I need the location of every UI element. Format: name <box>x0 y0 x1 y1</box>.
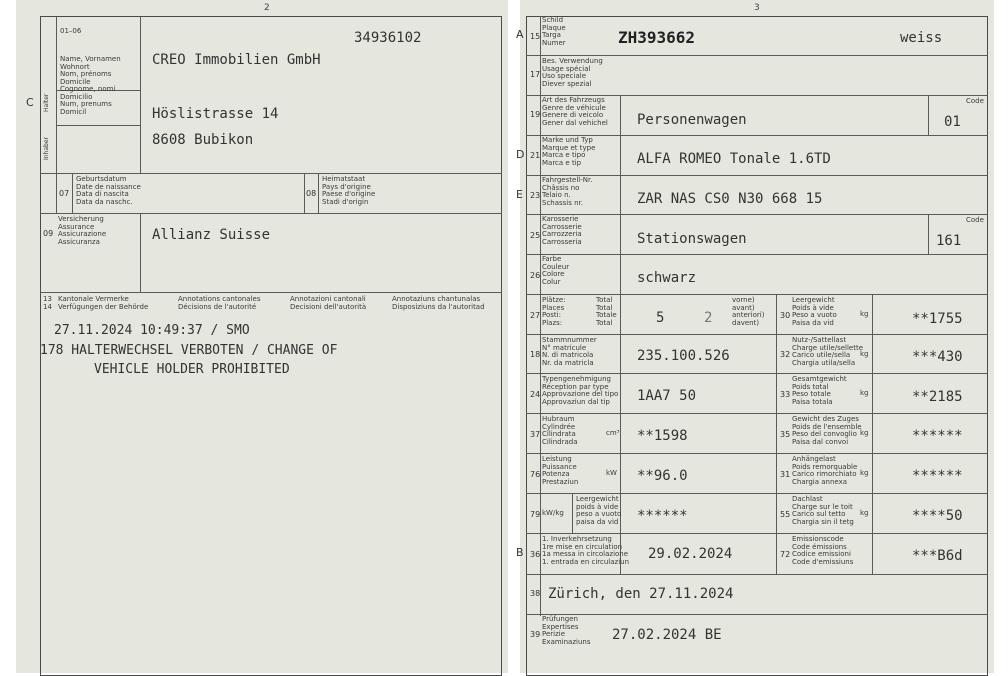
holder-number: 34936102 <box>354 30 422 46</box>
birth-field-number: 07 <box>59 189 70 198</box>
payload-label: Nutz-/Sattellast Charge utile/sellette Carico utile/sella Chargia utila/sella <box>792 336 864 367</box>
left-page <box>16 0 508 673</box>
power-weight-label: kW/kg <box>542 509 564 517</box>
emission-field-number: 72 <box>780 550 791 559</box>
trailer-unit: kg <box>860 469 869 477</box>
holder-city: 8608 Bubikon <box>152 132 254 148</box>
roof-load-unit: kg <box>860 509 869 517</box>
insurance-field-number: 09 <box>43 229 54 238</box>
seats-field-number: 27 <box>530 311 541 320</box>
regnum-value: 235.100.526 <box>637 348 730 364</box>
inspection-label: Prüfungen Expertises Perizie Examinaziuns <box>542 615 591 646</box>
vehicle-type-value: Personenwagen <box>637 112 747 128</box>
first-registration-field-number: 36 <box>530 550 541 559</box>
regnum-label: Stammnummer N° matricule N. di matricola Nr. da matricla <box>542 336 597 367</box>
plate-label: Schild Plaque Targa Numer <box>542 16 566 47</box>
remark-line-2: 178 HALTERWECHSEL VERBOTEN / CHANGE OF <box>40 343 338 358</box>
seats-front: 2 <box>704 310 713 326</box>
displacement-unit: cm³ <box>606 429 620 437</box>
make-field-number: 21 <box>530 151 541 160</box>
empty-weight-unit: kg <box>860 310 869 318</box>
displacement-label: Hubraum Cylindrée Cilindrata Cilindrada <box>542 415 578 446</box>
body-label: Karosserie Carrosserie Carrozzeria Carrosseria <box>542 215 582 246</box>
origin-field-number: 08 <box>306 189 317 198</box>
seats-front-label: vorne) avant) anteriori) davent) <box>732 296 765 327</box>
payload-unit: kg <box>860 350 869 358</box>
holder-name: CREO Immobilien GmbH <box>152 52 321 68</box>
remarks-label-fr: Annotations cantonales Décisions de l'autorité <box>178 295 261 311</box>
power-label: Leistung Puissance Potenza Prestaziun <box>542 455 579 486</box>
empty-weight-value: **1755 <box>912 311 963 327</box>
trailer-field-number: 31 <box>780 470 791 479</box>
total-weight-field-number: 33 <box>780 390 791 399</box>
emission-label: Emissionscode Code émissions Codice emissioni Code d'emissiuns <box>792 535 854 566</box>
vertical-label-owner: Inhaber <box>43 136 50 160</box>
vehicle-type-code: 01 <box>944 114 961 130</box>
plate-field-number: 15 <box>530 32 541 41</box>
roof-load-label: Dachlast Charge sur le toit Carico sul tetto Chargia sin il tetg <box>792 495 854 526</box>
remarks-label-de: Kantonale Vermerke Verfügungen der Behörde <box>58 295 149 311</box>
regnum-field-number: 18 <box>530 350 541 359</box>
place-date-field-number: 38 <box>530 589 541 598</box>
name-address-label: Name, Vornamen Wohnort Nom, prénoms Domicile Cognome, nomi Domicilio Num, prenums Domicil <box>60 55 121 116</box>
color-label: Farbe Couleur Colore Colur <box>542 255 570 286</box>
chassis-value: ZAR NAS CS0 N30 668 15 <box>637 191 823 207</box>
body-code: 161 <box>936 233 962 249</box>
birth-label: Geburtsdatum Date de naissance Data di nascita Data da naschc. <box>76 175 141 206</box>
vehicle-type-label: Art des Fahrzeugs Genre de véhicule Genere di veicolo Gener dal vehichel <box>542 96 608 127</box>
plate-number: ZH393662 <box>618 28 696 47</box>
body-code-label: Code <box>966 216 984 224</box>
train-weight-field-number: 35 <box>780 430 791 439</box>
total-weight-unit: kg <box>860 389 869 397</box>
roof-load-field-number: 55 <box>780 510 791 519</box>
inspection-field-number: 39 <box>530 630 541 639</box>
first-registration-value: 29.02.2024 <box>648 546 733 562</box>
seats-total: 5 <box>656 310 665 326</box>
seats-total-label: Total Total Totale Total <box>596 296 617 327</box>
power-unit: kW <box>606 469 617 477</box>
trailer-value: ****** <box>912 468 963 484</box>
remarks-label-rm: Annotaziuns chantunalas Disposiziuns da l'autoritad <box>392 295 485 311</box>
origin-label: Heimatstaat Pays d'origine Paese d'origine Stadi d'origin <box>322 175 376 206</box>
displacement-field-number: 37 <box>530 430 541 439</box>
section-letter: C <box>26 96 34 109</box>
first-registration-label: 1. Inverkehrsetzung 1re mise en circulation 1a messa in circolazione 1. entrada en circulaziun <box>542 535 630 566</box>
section-letter-d: D <box>516 148 525 161</box>
place-date-value: Zürich, den 27.11.2024 <box>548 586 734 602</box>
total-weight-value: **2185 <box>912 389 963 405</box>
special-use-field-number: 17 <box>530 70 541 79</box>
inspection-value: 27.02.2024 BE <box>612 627 722 643</box>
remark-line-3: VEHICLE HOLDER PROHIBITED <box>94 362 290 377</box>
plate-color: weiss <box>900 30 943 46</box>
trailer-label: Anhängelast Poids remorquable Carico rimorchiato Chargia annexa <box>792 455 858 486</box>
special-use-label: Bes. Verwendung Usage spécial Uso speciale Diever spezial <box>542 57 603 88</box>
remark-line-1: 27.11.2024 10:49:37 / SMO <box>54 323 250 338</box>
train-weight-unit: kg <box>860 429 869 437</box>
approval-value: 1AA7 50 <box>637 388 697 404</box>
make-label: Marke und Typ Marque et type Marca e tipo Marca e tip <box>542 136 596 167</box>
emission-value: ***B6d <box>912 548 963 564</box>
chassis-field-number: 23 <box>530 191 541 200</box>
empty-weight-label: Leergewicht Poids à vide Peso a vuoto Paisa da vid <box>792 296 837 327</box>
section-letter-e: E <box>516 188 523 201</box>
holder-street: Höslistrasse 14 <box>152 106 279 122</box>
body-field-number: 25 <box>530 231 541 240</box>
payload-field-number: 32 <box>780 350 791 359</box>
page-number: 2 <box>264 3 270 13</box>
power-weight-value: ****** <box>637 508 688 524</box>
empty-weight-field-number: 30 <box>780 311 791 320</box>
seats-label: Plätze: Places Posti: Plazs: <box>542 296 566 327</box>
field-01-06-label: 01–06 <box>60 27 82 35</box>
power-weight-field-number: 79 <box>530 510 541 519</box>
roof-load-value: ****50 <box>912 508 963 524</box>
make-value: ALFA ROMEO Tonale 1.6TD <box>637 151 831 167</box>
insurance-value: Allianz Suisse <box>152 227 271 243</box>
total-weight-label: Gesamtgewicht Poids total Peso totale Paisa totala <box>792 375 847 406</box>
approval-label: Typengenehmigung Réception par type Approvazione del tipo Approvaziun dal tip <box>542 375 619 406</box>
train-weight-value: ****** <box>912 428 963 444</box>
power-weight-sub-label: Leergewicht poids à vide peso a vuoto paisa da vid <box>576 495 622 526</box>
page-number: 3 <box>754 3 760 13</box>
approval-field-number: 24 <box>530 390 541 399</box>
remarks-field-numbers: 13 14 <box>43 295 52 311</box>
section-letter-a: A <box>516 28 524 41</box>
vehicle-type-code-label: Code <box>966 97 984 105</box>
right-page <box>516 0 994 673</box>
color-field-number: 26 <box>530 271 541 280</box>
color-value: schwarz <box>637 270 697 286</box>
vehicle-type-field-number: 19 <box>530 110 541 119</box>
power-value: **96.0 <box>637 468 688 484</box>
section-letter-b: B <box>516 546 524 559</box>
chassis-label: Fahrgestell-Nr. Châssis no Telaio n. Schassis nr. <box>542 176 593 207</box>
train-weight-label: Gewicht des Zuges Poids de l'ensemble Peso del convoglio Paisa dal convoi <box>792 415 862 446</box>
power-field-number: 76 <box>530 470 541 479</box>
payload-value: ***430 <box>912 349 963 365</box>
remarks-label-it: Annotazioni cantonali Decisioni dell'autorità <box>290 295 367 311</box>
body-value: Stationswagen <box>637 231 747 247</box>
insurance-label: Versicherung Assurance Assicurazione Assicuranza <box>58 215 107 246</box>
displacement-value: **1598 <box>637 428 688 444</box>
vertical-label-holder: Halter <box>43 93 50 112</box>
